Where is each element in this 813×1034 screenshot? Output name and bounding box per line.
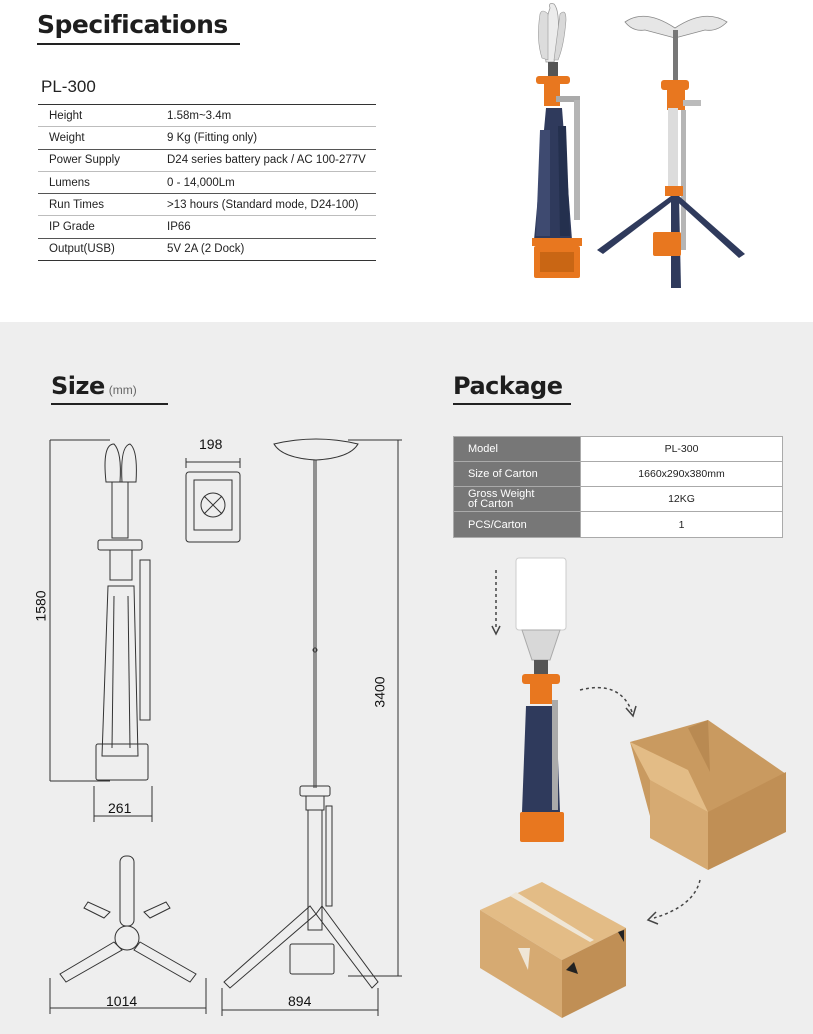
spec-label: Lumens [49,176,90,189]
spec-value: 5V 2A (2 Dock) [167,243,245,256]
package-value: 1660x290x380mm [580,462,782,486]
size-heading: Size (mm) [51,372,137,400]
spec-label: Output(USB) [49,243,115,256]
spec-value: 0 - 14,000Lm [167,176,235,189]
spec-label: Height [49,109,83,122]
specifications-section [0,0,813,322]
spec-label: Power Supply [49,154,120,167]
table-row [454,437,782,462]
size-heading-underline [51,403,168,405]
package-value: 12KG [580,487,782,511]
spec-value: 9 Kg (Fitting only) [167,131,258,144]
extended-base-dimension: 894 [288,993,312,1009]
table-row [454,487,782,512]
package-table [453,436,783,538]
spec-value: D24 series battery pack / AC 100-277V [167,154,366,167]
package-label: Size of Carton [454,462,580,486]
package-heading: Package [453,372,563,400]
package-label: Gross Weight of Carton [454,487,580,511]
specifications-heading-underline [37,43,240,45]
legs-span-dimension: 1014 [106,993,138,1009]
spec-label: Run Times [49,198,104,211]
table-row [38,216,376,238]
table-row [454,512,782,537]
table-row [38,194,376,216]
package-label: PCS/Carton [454,512,580,537]
spec-label: IP Grade [49,221,95,234]
extended-light-image [595,0,755,290]
folded-light-image [520,0,600,290]
spec-value: IP66 [167,221,191,234]
specifications-table [38,104,376,261]
table-row [454,462,782,487]
spec-value: 1.58m~3.4m [167,109,232,122]
extended-light-drawing [218,436,408,1016]
spec-value: >13 hours (Standard mode, D24-100) [167,198,359,211]
table-row [38,127,376,149]
package-value: 1 [580,512,782,537]
packaging-illustration [470,550,810,1020]
battery-width-dimension: 198 [199,436,223,452]
table-row [38,105,376,127]
spec-label: Weight [49,131,85,144]
package-value: PL-300 [580,437,782,461]
table-row [38,239,376,261]
package-heading-underline [453,403,571,405]
specifications-heading: Specifications [37,10,228,39]
model-name: PL-300 [41,77,96,96]
table-row [38,172,376,194]
table-row [38,150,376,172]
package-label: Model [454,437,580,461]
folded-light-drawing [40,436,170,826]
extended-height-dimension: 3400 [371,676,388,708]
size-unit: (mm) [108,383,137,397]
folded-base-dimension: 261 [108,800,132,816]
folded-height-dimension: 1580 [32,590,49,622]
